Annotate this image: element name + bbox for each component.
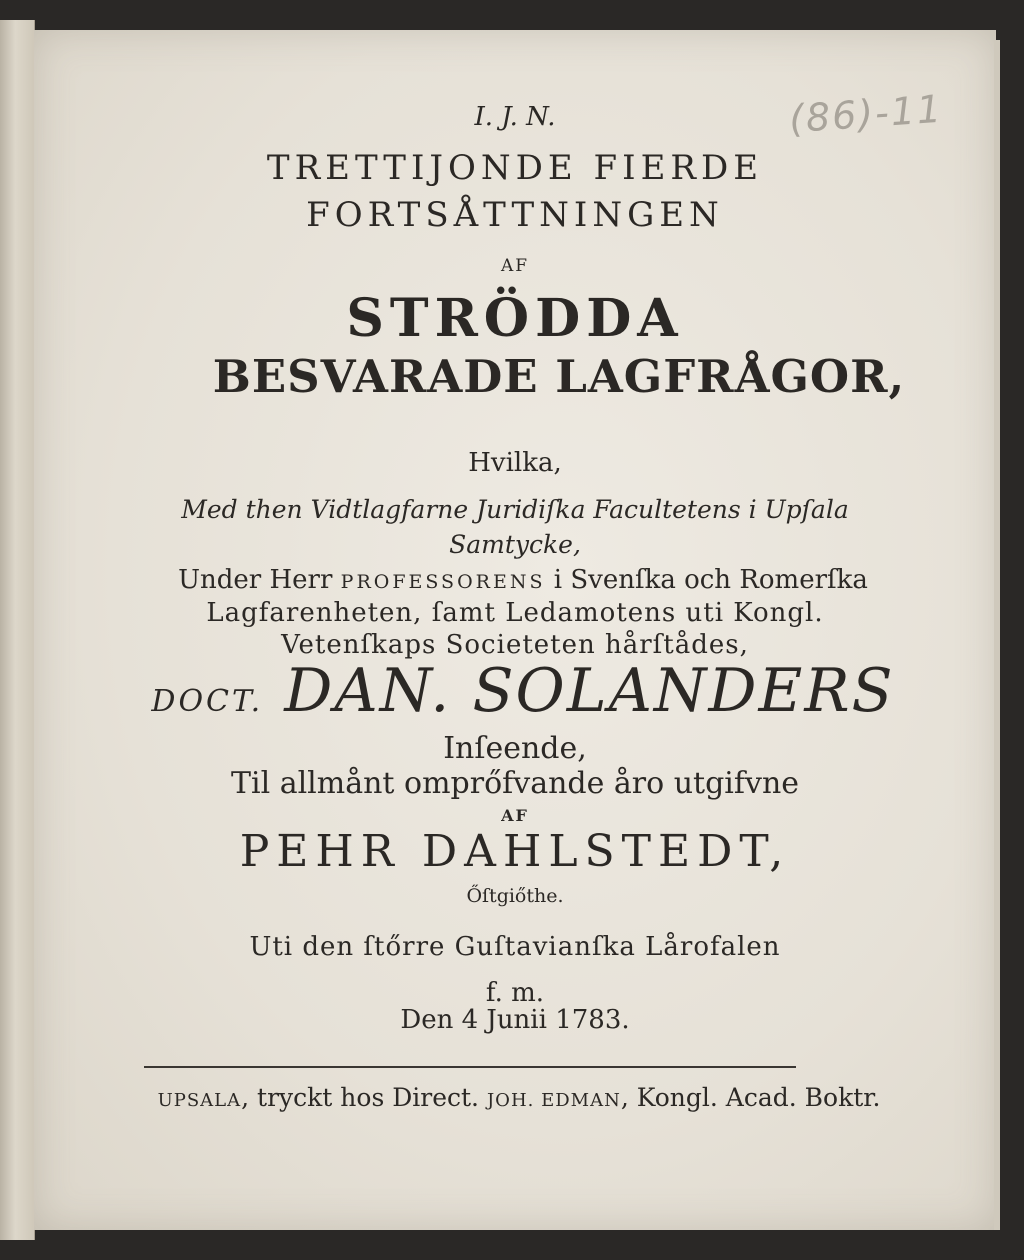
inseende-line: Inſeende, — [443, 731, 587, 766]
consent-line-2: Samtycke, — [449, 530, 581, 559]
doct-title: DOCT. — [151, 684, 264, 719]
continuation-line: FORTSÅTTNINGEN — [306, 195, 724, 235]
vetenskaps-line: Vetenſkaps Societeten hårſtådes, — [281, 630, 749, 660]
under-post: i Svenſka och Romerſka — [545, 565, 868, 595]
imprint-printer: JOH. EDMAN — [486, 1090, 621, 1111]
praeses-line — [42, 656, 1004, 726]
til-allmant-line: Til allmånt omprőfvande åro utgifvne — [230, 766, 800, 801]
page-edge-right — [994, 40, 1000, 1230]
imprint-divider — [144, 1066, 796, 1068]
lagfarenheten-line: Lagfarenheten, ſamt Ledamotens uti Kongl. — [206, 598, 824, 628]
book-spine-left-page — [0, 20, 35, 1240]
main-title: STRÖDDA — [346, 288, 684, 349]
respondent-name: PEHR DAHLSTEDT, — [239, 826, 791, 877]
time-line: f. m. — [485, 978, 545, 1008]
province-line: Őſtgiőthe. — [466, 885, 564, 907]
sub-title: BESVARADE LAGFRÅGOR, — [212, 350, 906, 403]
under-pre: Under Herr — [178, 565, 341, 595]
under-line — [42, 565, 1004, 595]
praeses-name: DAN. SOLANDERS — [263, 656, 895, 726]
ordinal-line: TRETTIJONDE FIERDE — [266, 148, 764, 188]
af-line-2: AF — [501, 806, 529, 825]
hvilka-line: Hvilka, — [468, 448, 562, 478]
under-title: PROFESSORENS — [340, 571, 546, 593]
imprint-mid: , tryckt hos Direct. — [241, 1083, 487, 1112]
pencil-annotation: (86)-11 — [787, 86, 945, 142]
title-page — [34, 30, 996, 1230]
imprint-post: , Kongl. Acad. Boktr. — [620, 1083, 881, 1112]
date-line: Den 4 Junii 1783. — [400, 1005, 630, 1035]
af-line-1: AF — [500, 256, 530, 276]
consent-line-1: Med then Vidtlagfarne Juridiſka Facultetens i Upſala — [181, 495, 849, 524]
venue-line: Uti den ſtőrre Guſtavianſka Lårofalen — [249, 932, 781, 962]
motto: I. J. N. — [474, 102, 556, 132]
imprint-city: UPSALA — [157, 1090, 242, 1111]
imprint-line — [38, 1083, 1000, 1112]
